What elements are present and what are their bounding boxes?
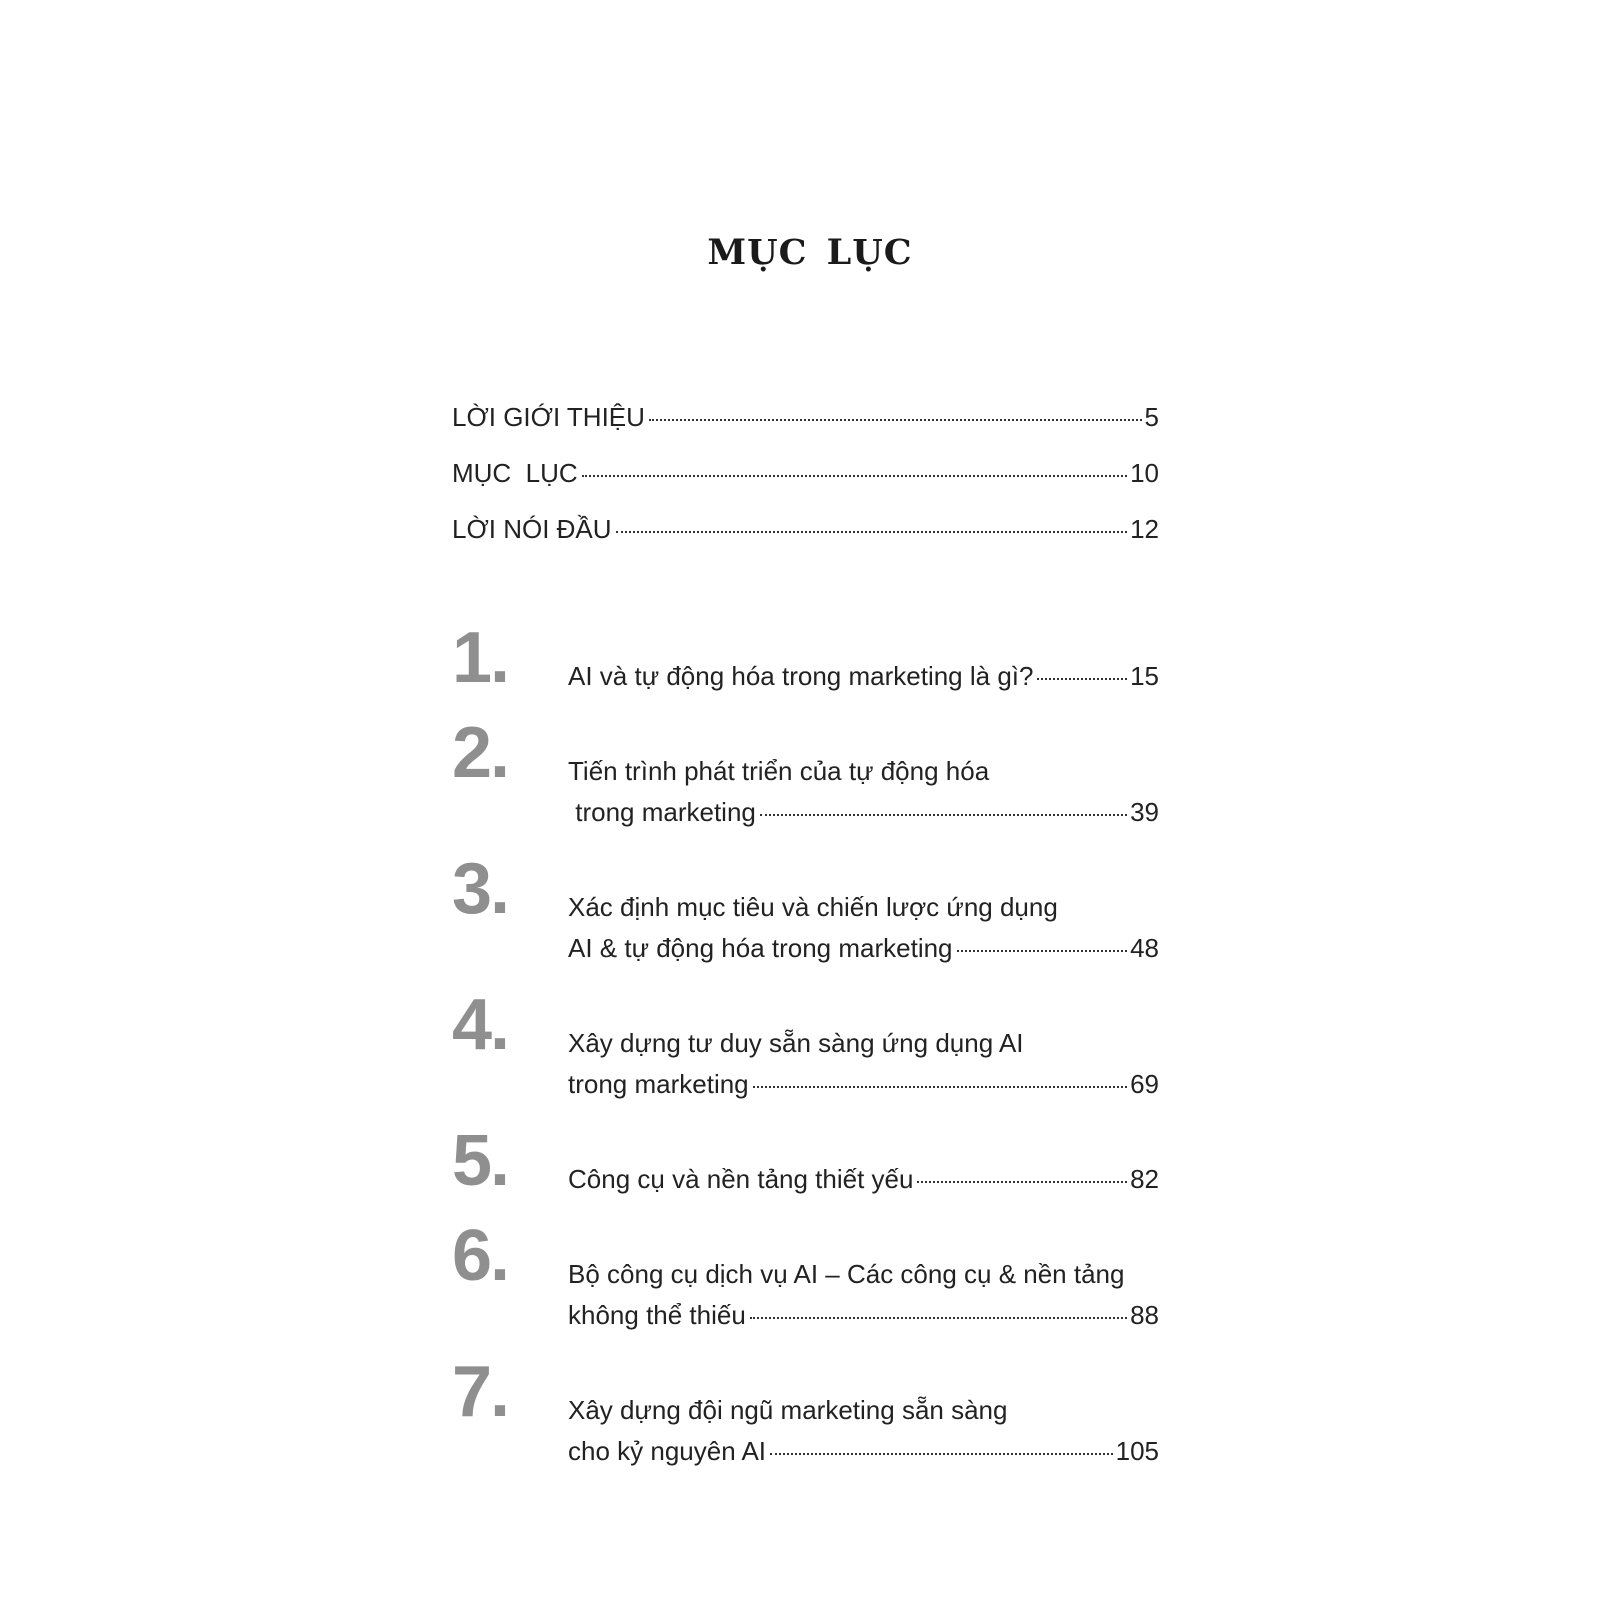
toc-entry-label: MỤC LỤC [452, 458, 578, 488]
toc-entry-introduction[interactable] [452, 402, 1159, 458]
chapter-title-text: trong marketing [568, 1069, 749, 1099]
chapter-number: 6. [452, 1216, 509, 1296]
chapter-title-text: Công cụ và nền tảng thiết yếu [568, 1164, 914, 1194]
toc-entry-label: LỜI GIỚI THIỆU [452, 402, 645, 432]
chapter-entry-3[interactable] [452, 849, 1159, 989]
chapter-title-text: cho kỷ nguyên AI [568, 1436, 767, 1466]
chapter-title [568, 1220, 1159, 1356]
chapter-entry-2[interactable] [452, 713, 1159, 853]
dot-leader [750, 1317, 1127, 1319]
chapter-entry-5[interactable] [452, 1121, 1159, 1220]
chapter-title-line [568, 928, 1159, 969]
chapter-title-line [568, 1431, 1159, 1472]
chapter-entry-7[interactable] [452, 1352, 1159, 1492]
chapter-page-number: 69 [1130, 1069, 1159, 1099]
chapter-title-text: Tiến trình phát triển của tự động hóa [568, 756, 990, 786]
page-title: MỤC LỤC [707, 232, 913, 273]
toc-entry-foreword[interactable] [452, 514, 1159, 570]
chapter-number: 1. [452, 618, 509, 698]
chapter-page-number: 48 [1130, 933, 1159, 963]
toc-entry-label: LỜI NÓI ĐẦU [452, 514, 612, 544]
dot-leader [753, 1086, 1127, 1088]
dot-leader [582, 475, 1127, 477]
chapter-title-line [568, 1295, 1159, 1336]
dot-leader [760, 814, 1127, 816]
chapter-title-line [568, 1390, 1159, 1431]
dot-leader [957, 950, 1128, 952]
toc-entry-contents[interactable] [452, 458, 1159, 514]
chapter-title-line [568, 656, 1159, 697]
chapter-title-line [568, 1064, 1159, 1105]
toc-entry-page-number: 5 [1144, 402, 1159, 432]
chapter-title [568, 622, 1159, 717]
chapter-title-line [568, 792, 1159, 833]
chapter-title [568, 1125, 1159, 1220]
chapter-list [452, 618, 1159, 1492]
chapter-entry-4[interactable] [452, 985, 1159, 1125]
chapter-title-text: Xác định mục tiêu và chiến lược ứng dụng [568, 892, 1058, 922]
chapter-page-number: 88 [1130, 1300, 1159, 1330]
chapter-title-text: không thể thiếu [568, 1300, 746, 1330]
chapter-title-line [568, 1254, 1159, 1295]
chapter-page-number: 15 [1130, 661, 1159, 691]
chapter-page-number: 82 [1130, 1164, 1159, 1194]
chapter-title-line [568, 1023, 1159, 1064]
chapter-title-text: Xây dựng đội ngũ marketing sẵn sàng [568, 1395, 1008, 1425]
chapter-title [568, 989, 1159, 1125]
chapter-number: 2. [452, 713, 509, 793]
dot-leader [1037, 678, 1127, 680]
chapter-title-line [568, 887, 1159, 928]
chapter-title-text: trong marketing [568, 797, 756, 827]
chapter-title-text: Xây dựng tư duy sẵn sàng ứng dụng AI [568, 1028, 1024, 1058]
chapter-title-text: AI & tự động hóa trong marketing [568, 933, 953, 963]
chapter-entry-1[interactable] [452, 618, 1159, 717]
chapter-title [568, 853, 1159, 989]
chapter-number: 4. [452, 985, 509, 1065]
chapter-number: 7. [452, 1352, 509, 1432]
dot-leader [770, 1453, 1113, 1455]
chapter-page-number: 105 [1115, 1436, 1159, 1466]
table-of-contents [452, 402, 1159, 1492]
chapter-page-number: 39 [1130, 797, 1159, 827]
dot-leader [649, 419, 1142, 421]
toc-entry-page-number: 12 [1130, 514, 1159, 544]
chapter-title [568, 1356, 1159, 1492]
chapter-entry-6[interactable] [452, 1216, 1159, 1356]
chapter-number: 3. [452, 849, 509, 929]
chapter-title [568, 717, 1159, 853]
chapter-title-text: AI và tự động hóa trong marketing là gì? [568, 661, 1034, 691]
chapter-title-line [568, 1159, 1159, 1200]
dot-leader [917, 1181, 1127, 1183]
chapter-title-text: Bộ công cụ dịch vụ AI – Các công cụ & nền tảng [568, 1259, 1125, 1289]
chapter-number: 5. [452, 1121, 509, 1201]
dot-leader [616, 531, 1128, 533]
toc-entry-page-number: 10 [1130, 458, 1159, 488]
chapter-title-line [568, 751, 1159, 792]
